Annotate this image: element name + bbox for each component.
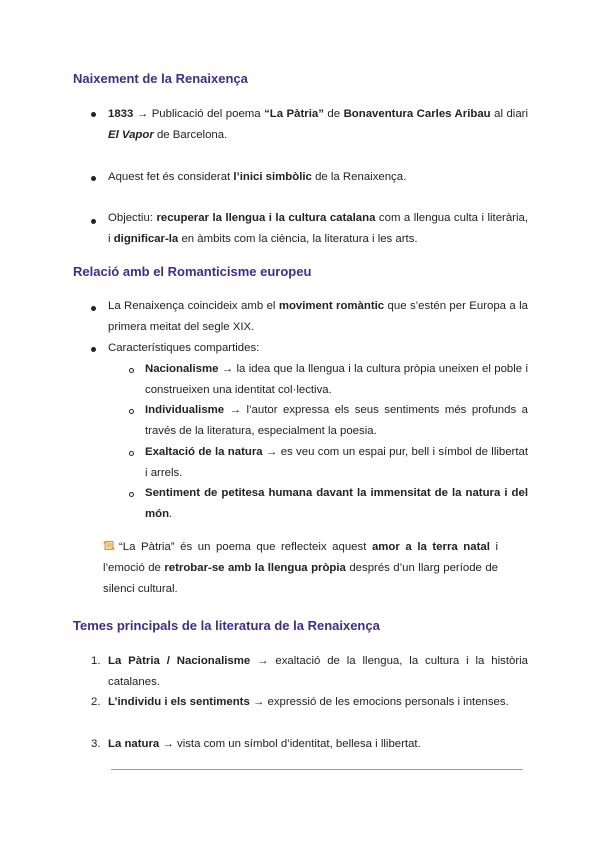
item-text: de la Renaixença. <box>315 171 407 183</box>
author-name: Bonaventura Carles Aribau <box>343 108 491 120</box>
list-item-coincideix <box>108 296 528 338</box>
list-number: 3. <box>91 738 101 750</box>
list-item-inici <box>108 167 528 188</box>
bullet-dot <box>91 306 96 311</box>
bold-text: Exaltació de la natura <box>145 446 263 458</box>
bold-text: Nacionalisme <box>145 363 219 375</box>
bold-text: moviment romàntic <box>278 300 385 312</box>
item-text: La Renaixença coincideix amb el <box>108 300 276 312</box>
item-text: “La Pàtria” és un poema que reflecteix aquest <box>119 541 367 553</box>
item-text: de Barcelona. <box>156 129 228 141</box>
item-text: Aquest fet és considerat <box>108 171 231 183</box>
numbered-item-natura <box>108 734 528 755</box>
item-text: . <box>169 508 173 520</box>
bold-text: La natura <box>108 738 160 750</box>
item-text: → vista com un símbol d’identitat, bellesa i llibertat. <box>162 738 421 750</box>
bold-text: Individualisme <box>145 404 225 416</box>
item-text: → l’autor expressa els seus sentiments més profunds a través de la literatura, especialment la poesia. <box>145 404 528 437</box>
note-paragraph <box>103 537 498 600</box>
bullet-dot <box>91 176 96 181</box>
sub-item-petitesa <box>145 483 528 525</box>
horizontal-divider <box>111 769 523 770</box>
scroll-icon <box>103 540 115 551</box>
list-number: 2. <box>91 696 101 708</box>
bullet-dot <box>91 347 96 352</box>
list-number: 1. <box>91 655 101 667</box>
sub-item-nacionalisme <box>145 359 528 401</box>
bold-text: dignificar-la <box>113 233 179 245</box>
sub-bullet-circle <box>129 368 134 373</box>
item-text: → exaltació de la llengua, la cultura i la història catalanes. <box>108 655 528 688</box>
bold-text: La Pàtria / Nacionalisme <box>108 655 251 667</box>
year-text: 1833 <box>108 108 134 120</box>
section-heading-temes: Temes principals de la literatura de la Renaixença <box>73 618 380 633</box>
item-text: que s’estén per Europa a la primera meitat del segle XIX. <box>108 300 528 333</box>
item-text: i l’emoció de <box>103 541 499 574</box>
sub-item-individualisme <box>145 400 528 442</box>
numbered-item-patria <box>108 651 528 693</box>
item-text: Publicació del poema <box>151 108 261 120</box>
numbered-item-individu <box>108 692 528 713</box>
item-text: després d’un llarg període de silenci cultural. <box>103 562 499 595</box>
item-text: de <box>327 108 341 120</box>
item-text: → es veu com un espai pur, bell i símbol de llibertat i arrels. <box>145 446 529 479</box>
item-text: → la idea que la llengua i la cultura pròpia uneixen el poble i construeixen una identitat col·lectiva. <box>145 363 528 396</box>
list-item-objectiu <box>108 208 528 250</box>
bullet-dot <box>91 112 96 117</box>
arrow-text: → <box>136 108 149 120</box>
sub-bullet-circle <box>129 492 134 497</box>
item-text: en àmbits com la ciència, la literatura i les arts. <box>181 233 418 245</box>
bold-text: Sentiment de petitesa humana davant la immensitat de la natura i del món <box>145 487 528 520</box>
list-item-1833 <box>108 104 528 146</box>
item-text: al diari <box>494 108 528 120</box>
item-text: Objectiu: <box>108 212 153 224</box>
bold-text: l’inici simbòlic <box>233 171 312 183</box>
section-heading-naixement: Naixement de la Renaixença <box>73 71 248 86</box>
bold-text: retrobar-se amb la llengua pròpia <box>164 562 346 574</box>
sub-bullet-circle <box>129 409 134 414</box>
bullet-dot <box>91 219 96 224</box>
item-text: com a llengua culta i literària, i <box>108 212 528 245</box>
bold-text: recuperar la llengua i la cultura catalana <box>156 212 376 224</box>
item-text: → expressió de les emocions personals i intenses. <box>252 696 509 708</box>
sub-item-exaltacio <box>145 442 528 484</box>
section-heading-romanticisme: Relació amb el Romanticisme europeu <box>73 264 312 279</box>
list-item-caracteristiques: Característiques compartides: <box>108 342 260 354</box>
bold-text: amor a la terra natal <box>371 541 490 553</box>
bold-text: L’individu i els sentiments <box>108 696 250 708</box>
newspaper-name: El Vapor <box>108 129 154 141</box>
poem-title: “La Pàtria” <box>264 108 324 120</box>
sub-bullet-circle <box>129 451 134 456</box>
